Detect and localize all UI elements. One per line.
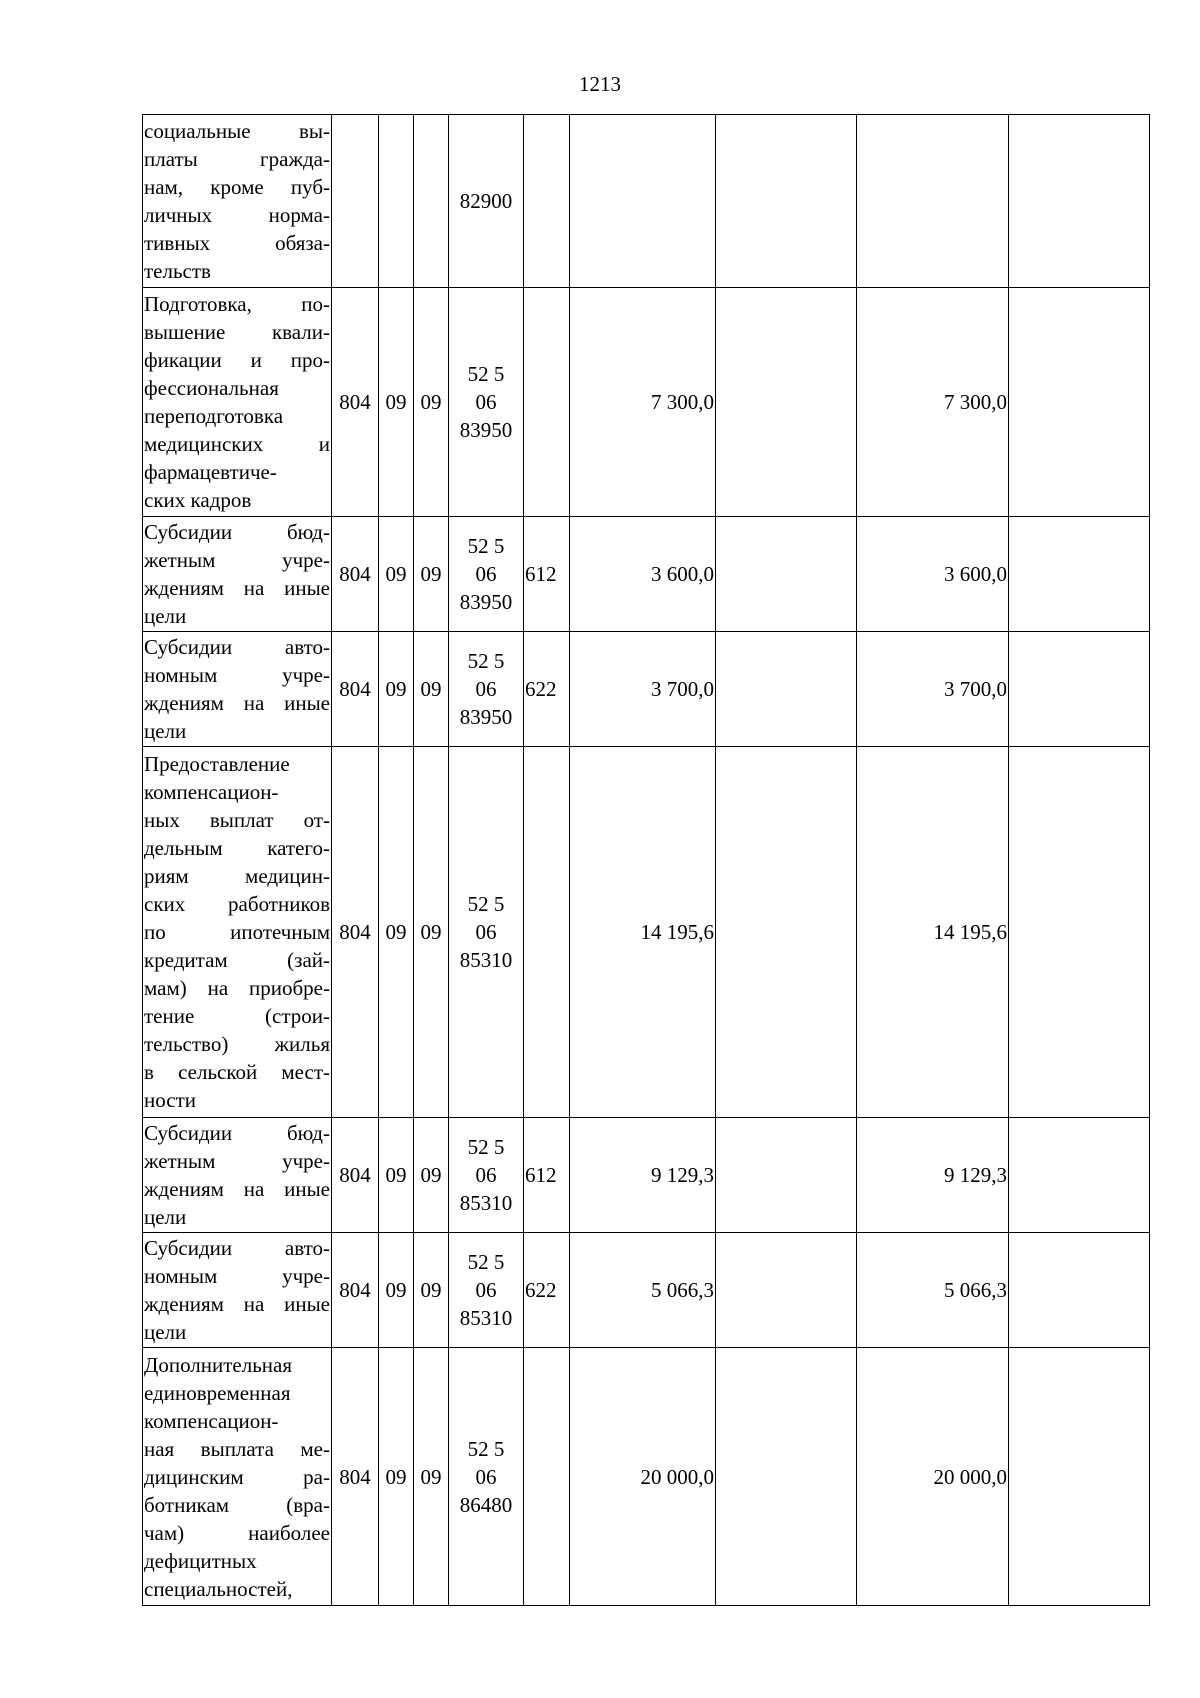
name-line: кредитам (зай- <box>144 948 330 972</box>
amount-cell: 9 129,3 <box>570 1118 716 1233</box>
amount-cell: 5 066,3 <box>570 1233 716 1348</box>
extra-cell <box>1009 1233 1150 1348</box>
amount-cell: 14 195,6 <box>570 747 716 1118</box>
name-line: ждениям на иные <box>144 576 330 600</box>
ministry-code-cell: 804 <box>332 1233 379 1348</box>
name-line: Подготовка, по- <box>144 292 330 316</box>
name-line: тение (строи- <box>144 1004 330 1028</box>
table-row <box>143 1118 1150 1233</box>
name-line: фикации и про- <box>144 348 330 372</box>
name-line: личных норма- <box>144 203 330 227</box>
subsection-code-cell <box>414 115 449 288</box>
name-line: Субсидии авто- <box>144 635 330 659</box>
amount-cell: 3 700,0 <box>570 632 716 747</box>
expense-type-cell <box>524 1348 570 1606</box>
subsection-code-cell: 09 <box>414 1233 449 1348</box>
amount-second-cell: 7 300,0 <box>857 288 1009 517</box>
amount-cell: 3 600,0 <box>570 517 716 632</box>
table-body <box>143 115 1150 1606</box>
name-line: дельным катего- <box>144 836 330 860</box>
name-line: Субсидии авто- <box>144 1236 330 1260</box>
section-code-cell: 09 <box>379 747 414 1118</box>
name-line: компенсацион- <box>144 1408 279 1433</box>
name-line: ных выплат от- <box>144 808 330 832</box>
section-code-cell: 09 <box>379 1348 414 1606</box>
table-row <box>143 517 1150 632</box>
amount-second-cell <box>857 115 1009 288</box>
name-line: единовременная <box>144 1380 291 1405</box>
empty-amount-cell <box>716 1348 857 1606</box>
name-line: социальные вы- <box>144 119 330 143</box>
name-line: платы гражда- <box>144 147 330 171</box>
name-line: вышение квали- <box>144 320 330 344</box>
ministry-code-cell: 804 <box>332 1118 379 1233</box>
row-name-cell <box>143 517 332 632</box>
name-line: жетным учре- <box>144 1149 330 1173</box>
extra-cell <box>1009 1118 1150 1233</box>
expense-type-cell <box>524 115 570 288</box>
name-line: компенсацион- <box>144 780 279 804</box>
target-article-cell: 52 5 06 83950 <box>449 517 524 632</box>
table-row <box>143 288 1150 517</box>
name-line: Субсидии бюд- <box>144 1121 330 1145</box>
name-line: цели <box>144 1205 187 1229</box>
row-name-cell <box>143 1118 332 1233</box>
name-line: по ипотечным <box>144 920 330 944</box>
section-code-cell: 09 <box>379 517 414 632</box>
name-line: медицинских и <box>144 432 330 456</box>
section-code-cell: 09 <box>379 288 414 517</box>
target-article-cell: 52 5 06 83950 <box>449 632 524 747</box>
amount-cell: 20 000,0 <box>570 1348 716 1606</box>
expense-type-cell <box>524 747 570 1118</box>
name-line: Субсидии бюд- <box>144 520 330 544</box>
expense-type-cell: 622 <box>524 632 570 747</box>
page-number: 1213 <box>579 72 621 96</box>
target-article-cell: 52 5 06 86480 <box>449 1348 524 1606</box>
extra-cell <box>1009 632 1150 747</box>
subsection-code-cell: 09 <box>414 288 449 517</box>
amount-second-cell: 5 066,3 <box>857 1233 1009 1348</box>
ministry-code-cell <box>332 115 379 288</box>
amount-second-cell: 20 000,0 <box>857 1348 1009 1606</box>
name-line: чам) наиболее <box>144 1520 330 1545</box>
name-line: цели <box>144 604 187 628</box>
name-line: цели <box>144 1320 187 1344</box>
row-name-cell <box>143 632 332 747</box>
target-article-cell: 52 5 06 85310 <box>449 1233 524 1348</box>
table-row <box>143 115 1150 288</box>
name-line: ная выплата ме- <box>144 1436 330 1461</box>
extra-cell <box>1009 747 1150 1118</box>
table-row <box>143 1233 1150 1348</box>
row-name-cell <box>143 1348 332 1606</box>
empty-amount-cell <box>716 517 857 632</box>
name-line: фессиональная <box>144 376 279 400</box>
expense-type-cell: 612 <box>524 517 570 632</box>
name-line: ских кадров <box>144 488 252 512</box>
name-line: тивных обяза- <box>144 231 330 255</box>
name-line: в сельской мест- <box>144 1060 330 1084</box>
table-row <box>143 1348 1150 1606</box>
name-line: тельство) жилья <box>144 1032 330 1056</box>
subsection-code-cell: 09 <box>414 517 449 632</box>
name-line: мам) на приобре- <box>144 976 330 1000</box>
row-name-cell <box>143 115 332 288</box>
ministry-code-cell: 804 <box>332 632 379 747</box>
row-name-cell <box>143 288 332 517</box>
extra-cell <box>1009 1348 1150 1606</box>
name-line: ских работников <box>144 892 330 916</box>
section-code-cell <box>379 115 414 288</box>
target-article-cell: 52 5 06 85310 <box>449 747 524 1118</box>
empty-amount-cell <box>716 1118 857 1233</box>
name-line: номным учре- <box>144 663 330 687</box>
name-line: Предоставление <box>144 752 290 776</box>
empty-amount-cell <box>716 747 857 1118</box>
subsection-code-cell: 09 <box>414 747 449 1118</box>
name-line: переподготовка <box>144 404 284 428</box>
ministry-code-cell: 804 <box>332 1348 379 1606</box>
empty-amount-cell <box>716 115 857 288</box>
row-name-cell <box>143 747 332 1118</box>
name-line: ботникам (вра- <box>144 1492 330 1517</box>
subsection-code-cell: 09 <box>414 1118 449 1233</box>
amount-second-cell: 14 195,6 <box>857 747 1009 1118</box>
name-line: дицинским ра- <box>144 1464 330 1489</box>
expense-type-cell: 622 <box>524 1233 570 1348</box>
target-article-cell: 82900 <box>449 115 524 288</box>
name-line: жетным учре- <box>144 548 330 572</box>
name-line: номным учре- <box>144 1264 330 1288</box>
name-line: цели <box>144 719 187 743</box>
name-line: ждениям на иные <box>144 1292 330 1316</box>
name-line: ждениям на иные <box>144 691 330 715</box>
amount-second-cell: 9 129,3 <box>857 1118 1009 1233</box>
subsection-code-cell: 09 <box>414 1348 449 1606</box>
name-line: нам, кроме пуб- <box>144 175 330 199</box>
amount-cell: 7 300,0 <box>570 288 716 517</box>
target-article-cell: 52 5 06 83950 <box>449 288 524 517</box>
table-row <box>143 747 1150 1118</box>
name-line: специальностей, <box>144 1576 293 1601</box>
budget-table <box>142 114 1150 1606</box>
section-code-cell: 09 <box>379 632 414 747</box>
ministry-code-cell: 804 <box>332 517 379 632</box>
subsection-code-cell: 09 <box>414 632 449 747</box>
name-line: ждениям на иные <box>144 1177 330 1201</box>
row-name-cell <box>143 1233 332 1348</box>
amount-cell <box>570 115 716 288</box>
empty-amount-cell <box>716 632 857 747</box>
expense-type-cell: 612 <box>524 1118 570 1233</box>
table-row <box>143 632 1150 747</box>
name-line: ности <box>144 1088 196 1112</box>
extra-cell <box>1009 517 1150 632</box>
empty-amount-cell <box>716 1233 857 1348</box>
name-line: дефицитных <box>144 1548 257 1573</box>
name-line: тельств <box>144 259 211 283</box>
extra-cell <box>1009 288 1150 517</box>
section-code-cell: 09 <box>379 1233 414 1348</box>
target-article-cell: 52 5 06 85310 <box>449 1118 524 1233</box>
empty-amount-cell <box>716 288 857 517</box>
amount-second-cell: 3 600,0 <box>857 517 1009 632</box>
expense-type-cell <box>524 288 570 517</box>
ministry-code-cell: 804 <box>332 288 379 517</box>
name-line: Дополнительная <box>144 1352 293 1377</box>
ministry-code-cell: 804 <box>332 747 379 1118</box>
section-code-cell: 09 <box>379 1118 414 1233</box>
amount-second-cell: 3 700,0 <box>857 632 1009 747</box>
extra-cell <box>1009 115 1150 288</box>
name-line: риям медицин- <box>144 864 330 888</box>
name-line: фармацевтиче- <box>144 460 277 484</box>
